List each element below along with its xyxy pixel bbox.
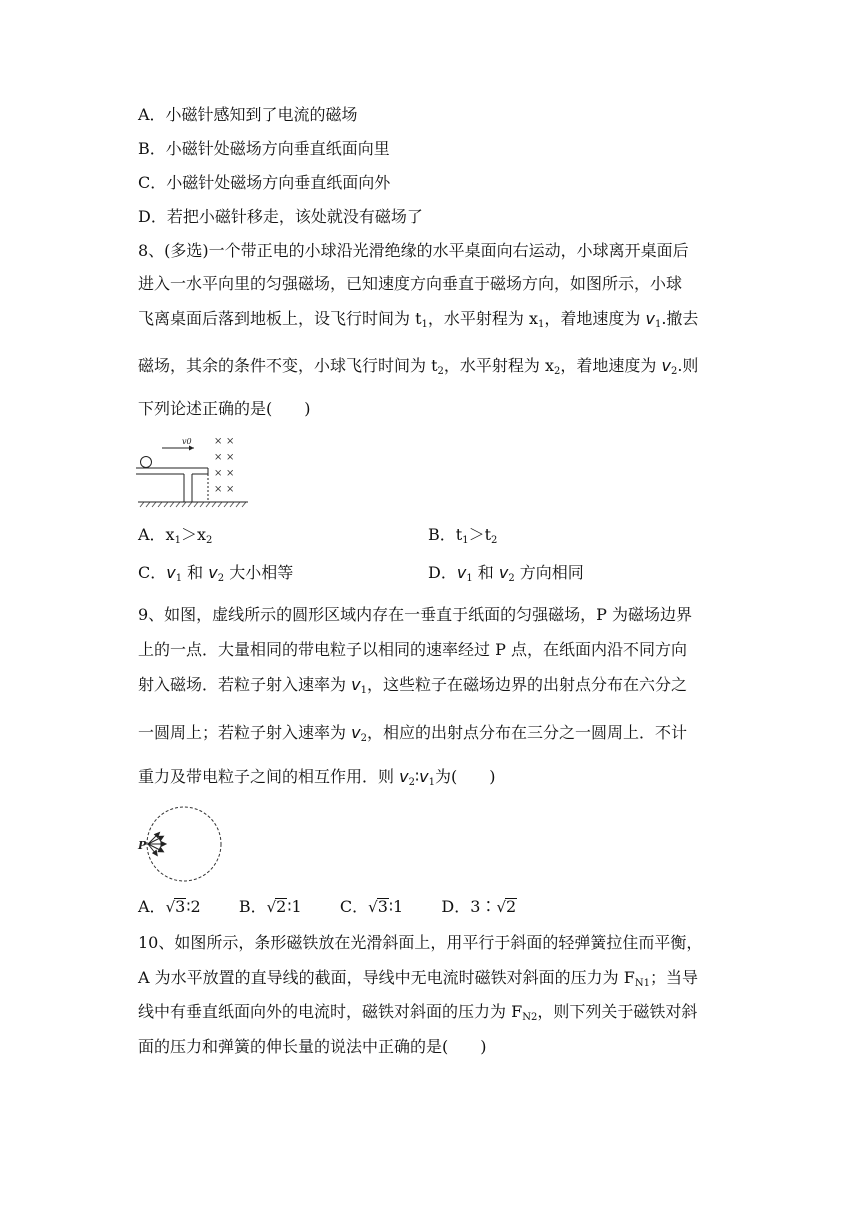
q8-option-c: C．$v_1$ 和 $v_2$ 大小相等 <box>138 563 294 584</box>
q8-stem-line-5: 下列论述正确的是( ) <box>138 399 311 418</box>
q10-stem-line-3: 线中有垂直纸面向外的电流时，磁铁对斜面的压力为 $F_{N2}$，则下列关于磁铁对斜 <box>138 1002 698 1023</box>
q9-option-c: C．√3∶1 <box>339 897 404 916</box>
svg-text:×: × <box>226 436 235 447</box>
ball-icon <box>141 457 152 468</box>
q8-stem-line-4: 磁场，其余的条件不变，小球飞行时间为 $t_2$，水平射程为 $x_2$，着地速度为 $v_2$.则 <box>138 356 699 377</box>
svg-text:×: × <box>226 484 235 495</box>
svg-text:×: × <box>214 452 223 463</box>
q9-figure <box>136 804 226 884</box>
svg-text:×: × <box>214 484 223 495</box>
svg-text:×: × <box>214 436 223 447</box>
point-p-label: P <box>138 839 147 852</box>
q8-option-a: A．$x_1>x_2$ <box>138 525 213 546</box>
q7-option-c: C．小磁针处磁场方向垂直纸面向外 <box>138 173 391 192</box>
q8-option-b: B．$t_1>t_2$ <box>428 525 498 546</box>
q8-stem-line-2: 进入一水平向里的匀强磁场，已知速度方向垂直于磁场方向，如图所示，小球 <box>138 274 683 293</box>
svg-text:×: × <box>214 468 223 479</box>
q9-option-a: A．√3∶2 <box>138 897 201 916</box>
q9-stem-line-5: 重力及带电粒子之间的相互作用．则 $v_2∶v_1$为( ) <box>138 767 496 788</box>
q8-option-d: D．$v_1$ 和 $v_2$ 方向相同 <box>428 563 584 584</box>
q8-figure <box>136 432 256 518</box>
q9-stem-line-4: 一圆周上；若粒子射入速率为 $v_2$，相应的出射点分布在三分之一圆周上．不计 <box>138 723 687 744</box>
magnetic-field-crosses <box>214 436 234 495</box>
q10-stem-line-1: 10、如图所示，条形磁铁放在光滑斜面上，用平行于斜面的轻弹簧拉住而平衡， <box>138 933 703 952</box>
q9-stem-line-3: 射入磁场．若粒子射入速率为 $v_1$，这些粒子在磁场边界的出射点分布在六分之 <box>138 675 687 696</box>
svg-text:×: × <box>226 452 235 463</box>
q7-option-b: B．小磁针处磁场方向垂直纸面向里 <box>138 139 390 158</box>
velocity-label: v0 <box>182 437 192 446</box>
q8-stem-line-3: 飞离桌面后落到地板上，设飞行时间为 $t_1$，水平射程为 $x_1$，着地速度为 $v_1$.撤去 <box>138 309 699 330</box>
q7-option-a: A．小磁针感知到了电流的磁场 <box>138 105 358 124</box>
q9-options <box>138 896 517 918</box>
q9-option-d: D．3∶√2 <box>441 897 517 916</box>
q10-stem-line-2: A 为水平放置的直导线的截面，导线中无电流时磁铁对斜面的压力为 $F_{N1}$；当导 <box>138 968 698 989</box>
q8-stem-line-1: 8、(多选)一个带正电的小球沿光滑绝缘的水平桌面向右运动，小球离开桌面后 <box>138 241 689 260</box>
q9-stem-line-1: 9、如图，虚线所示的圆形区域内存在一垂直于纸面的匀强磁场，P 为磁场边界 <box>138 605 693 624</box>
q7-option-d: D．若把小磁针移走，该处就没有磁场了 <box>138 207 423 226</box>
q9-stem-line-2: 上的一点．大量相同的带电粒子以相同的速率经过 P 点，在纸面内沿不同方向 <box>138 640 687 659</box>
svg-text:×: × <box>226 468 235 479</box>
q9-option-b: B．√2∶1 <box>238 897 302 916</box>
q10-stem-line-4: 面的压力和弹簧的伸长量的说法中正确的是( ) <box>138 1037 487 1056</box>
particle-direction-arrows <box>148 833 166 856</box>
